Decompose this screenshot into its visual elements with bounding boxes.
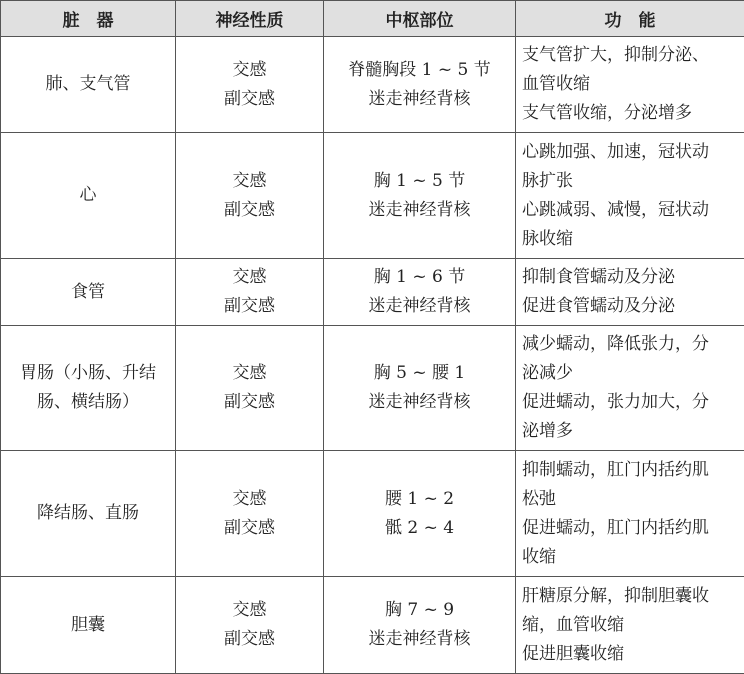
function-cell <box>516 37 744 133</box>
center-line: 迷走神经背核 <box>328 292 511 321</box>
function-line: 松弛 <box>522 485 738 514</box>
organ-cell: 降结肠、直肠 <box>1 451 176 577</box>
table-row <box>1 259 744 326</box>
center-line: 骶 2 ~ 4 <box>328 514 511 543</box>
center-line: 腰 1 ~ 2 <box>328 485 511 514</box>
table-row <box>1 133 744 259</box>
function-line: 促进胆囊收缩 <box>522 640 738 669</box>
function-line: 支气管收缩，分泌增多 <box>522 99 738 128</box>
table-row <box>1 326 744 451</box>
center-line: 迷走神经背核 <box>328 85 511 114</box>
nature-line: 副交感 <box>180 196 319 225</box>
center-cell <box>324 451 516 577</box>
nerve-nature-cell <box>176 133 324 259</box>
center-line: 胸 7 ~ 9 <box>328 596 511 625</box>
function-line: 促进蠕动，张力加大，分 <box>522 388 738 417</box>
function-line: 泌减少 <box>522 359 738 388</box>
function-line: 支气管扩大，抑制分泌、 <box>522 41 738 70</box>
header-function: 功 能 <box>516 1 744 37</box>
center-cell <box>324 133 516 259</box>
nature-line: 副交感 <box>180 514 319 543</box>
function-line: 肝糖原分解，抑制胆囊收 <box>522 582 738 611</box>
function-line: 促进食管蠕动及分泌 <box>522 292 738 321</box>
function-line: 抑制食管蠕动及分泌 <box>522 263 738 292</box>
function-cell <box>516 259 744 326</box>
center-line: 迷走神经背核 <box>328 625 511 654</box>
nature-line: 副交感 <box>180 625 319 654</box>
organ-cell: 肺、支气管 <box>1 37 176 133</box>
center-line: 迷走神经背核 <box>328 388 511 417</box>
organ-cell: 心 <box>1 133 176 259</box>
nerve-nature-cell <box>176 259 324 326</box>
nature-line: 交感 <box>180 167 319 196</box>
organ-cell: 食管 <box>1 259 176 326</box>
nature-line: 交感 <box>180 56 319 85</box>
nature-line: 副交感 <box>180 85 319 114</box>
organ-line: 肠、横结肠） <box>9 388 167 417</box>
center-cell <box>324 577 516 674</box>
nature-line: 交感 <box>180 485 319 514</box>
function-line: 缩，血管收缩 <box>522 611 738 640</box>
nerve-nature-cell <box>176 451 324 577</box>
function-line: 心跳减弱、减慢，冠状动 <box>522 196 738 225</box>
function-line: 脉收缩 <box>522 225 738 254</box>
function-cell <box>516 451 744 577</box>
function-line: 心跳加强、加速，冠状动 <box>522 138 738 167</box>
nature-line: 副交感 <box>180 292 319 321</box>
nerve-nature-cell <box>176 577 324 674</box>
function-line: 泌增多 <box>522 417 738 446</box>
center-line: 迷走神经背核 <box>328 196 511 225</box>
center-line: 胸 1 ~ 5 节 <box>328 167 511 196</box>
nature-line: 副交感 <box>180 388 319 417</box>
function-cell <box>516 577 744 674</box>
center-cell <box>324 37 516 133</box>
function-line: 抑制蠕动，肛门内括约肌 <box>522 456 738 485</box>
nature-line: 交感 <box>180 359 319 388</box>
header-center-location: 中枢部位 <box>324 1 516 37</box>
organ-line: 胃肠（小肠、升结 <box>9 359 167 388</box>
table-row <box>1 577 744 674</box>
nerve-nature-cell <box>176 326 324 451</box>
function-line: 血管收缩 <box>522 70 738 99</box>
header-row <box>1 1 744 37</box>
nature-line: 交感 <box>180 263 319 292</box>
function-line: 收缩 <box>522 543 738 572</box>
organ-cell: 胆囊 <box>1 577 176 674</box>
center-line: 胸 1 ~ 6 节 <box>328 263 511 292</box>
table-row <box>1 451 744 577</box>
center-line: 脊髓胸段 1 ~ 5 节 <box>328 56 511 85</box>
function-cell <box>516 133 744 259</box>
table-row <box>1 37 744 133</box>
center-line: 胸 5 ~ 腰 1 <box>328 359 511 388</box>
center-cell <box>324 259 516 326</box>
function-line: 促进蠕动，肛门内括约肌 <box>522 514 738 543</box>
header-nerve-nature: 神经性质 <box>176 1 324 37</box>
nature-line: 交感 <box>180 596 319 625</box>
organ-cell <box>1 326 176 451</box>
center-cell <box>324 326 516 451</box>
function-line: 减少蠕动，降低张力，分 <box>522 330 738 359</box>
function-line: 脉扩张 <box>522 167 738 196</box>
nerve-nature-cell <box>176 37 324 133</box>
function-cell <box>516 326 744 451</box>
header-organ: 脏 器 <box>1 1 176 37</box>
